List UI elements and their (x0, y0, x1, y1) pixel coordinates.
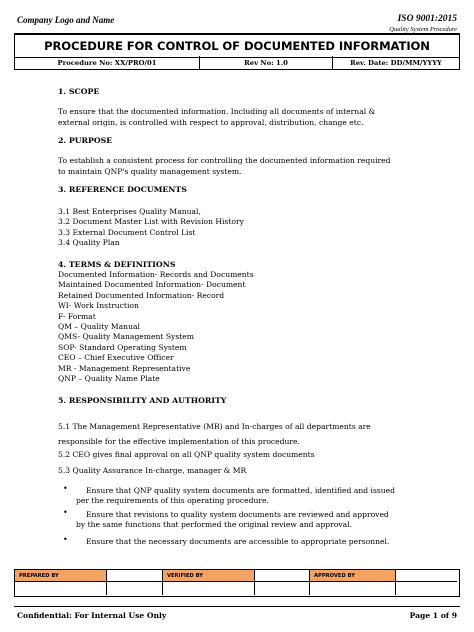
revision-date: Rev. Date: DD/MM/YYYY (350, 58, 442, 67)
section-heading-terms: 4. TERMS & DEFINITIONS (58, 260, 176, 269)
verified-by-label: VERIFIED BY (163, 570, 255, 582)
list-item: Retained Documented Information- Record (58, 290, 225, 300)
terms-list (58, 270, 254, 384)
iso-standard: ISO 9001:2015 (397, 14, 457, 24)
purpose-text (58, 156, 453, 178)
list-item: Documented Information- Records and Documents (58, 270, 254, 279)
responsibility-line: responsible for the effective implementation of this procedure. (58, 437, 300, 447)
list-item: SOP- Standard Operating System (58, 342, 187, 352)
list-item: F- Format (58, 311, 96, 321)
bullet-line: Ensure that QNP quality system documents are formatted, identified and issued (86, 486, 395, 495)
section-heading-purpose: 2. PURPOSE (58, 136, 113, 145)
bullet-line: by the same functions that performed the original review and approval. (76, 520, 353, 530)
list-item: QMS- Quality Management System (58, 332, 194, 342)
procedure-number: Procedure No: XX/PRO/01 (15, 56, 200, 69)
confidential-notice: Confidential: For Internal Use Only (17, 611, 167, 620)
list-item: 3.3 External Document Control List (58, 227, 196, 237)
bullet-icon: • (63, 508, 68, 517)
list-item: 3.2 Document Master List with Revision History (58, 217, 244, 227)
signoff-cell (107, 582, 163, 595)
purpose-line: to maintain QNP's quality management system. (58, 166, 242, 176)
signoff-cell (163, 582, 255, 595)
list-item: MR - Management Representative (58, 363, 191, 373)
list-item: QNP – Quality Name Plate (58, 373, 160, 383)
header-subtitle: Quality System Procedure (389, 26, 457, 33)
responsibility-para-2: 5.2 CEO gives final approval on all QNP quality system documents (58, 450, 315, 459)
signoff-cell (255, 582, 310, 595)
list-item: Maintained Documented Information- Document (58, 280, 246, 290)
list-item: 3.4 Quality Plan (58, 238, 120, 248)
section-heading-references: 3. REFERENCE DOCUMENTS (58, 185, 187, 194)
revision-number: Rev No: 1.0 (200, 56, 333, 69)
signoff-cell (15, 582, 107, 595)
prepared-by-value[interactable] (107, 570, 163, 582)
scope-line: external origin, is controlled with respect to approval, distribution, change etc. (58, 117, 364, 127)
bullet-line: Ensure that revisions to quality system documents are reviewed and approved (86, 510, 389, 519)
prepared-by-label: PREPARED BY (15, 570, 107, 582)
list-item: QM – Quality Manual (58, 321, 140, 331)
list-item: CEO – Chief Executive Officer (58, 353, 174, 363)
section-heading-responsibility: 5. RESPONSIBILITY AND AUTHORITY (58, 396, 227, 405)
verified-by-value[interactable] (255, 570, 310, 582)
page-number: Page 1 of 9 (409, 611, 457, 620)
bullet-item (76, 537, 389, 547)
signoff-table (14, 569, 460, 597)
reference-list (58, 207, 244, 249)
responsibility-para-1 (58, 419, 371, 449)
approved-by-value[interactable] (396, 570, 457, 582)
signoff-cell (310, 582, 396, 595)
section-heading-scope: 1. SCOPE (58, 87, 100, 96)
scope-line: To ensure that the documented information. Including all documents of internal & (58, 107, 376, 116)
bullet-icon: • (63, 484, 68, 493)
list-item: WI- Work Instruction (58, 301, 139, 311)
document-meta-row (14, 56, 460, 70)
scope-text (58, 107, 453, 129)
bullet-item (76, 510, 389, 531)
bullet-line: Ensure that the necessary documents are accessible to appropriate personnel. (86, 537, 390, 546)
bullet-line: per the requirements of this operating procedure. (76, 496, 269, 506)
purpose-line: To establish a consistent process for controlling the documented information required (58, 156, 391, 165)
company-logo-name: Company Logo and Name (17, 15, 115, 25)
signoff-cell (396, 582, 457, 595)
bullet-item (76, 486, 395, 507)
bullet-icon: • (63, 535, 68, 544)
document-title: PROCEDURE FOR CONTROL OF DOCUMENTED INFORMATION (14, 34, 460, 58)
responsibility-para-3: 5.3 Quality Assurance In-charge, manager & MR (58, 466, 247, 475)
footer-divider (14, 606, 460, 607)
responsibility-line: 5.1 The Management Representative (MR) and In-charges of all departments are (58, 422, 371, 431)
approved-by-label: APPROVED BY (310, 570, 396, 582)
list-item: 3.1 Best Enterprises Quality Manual, (58, 207, 201, 216)
